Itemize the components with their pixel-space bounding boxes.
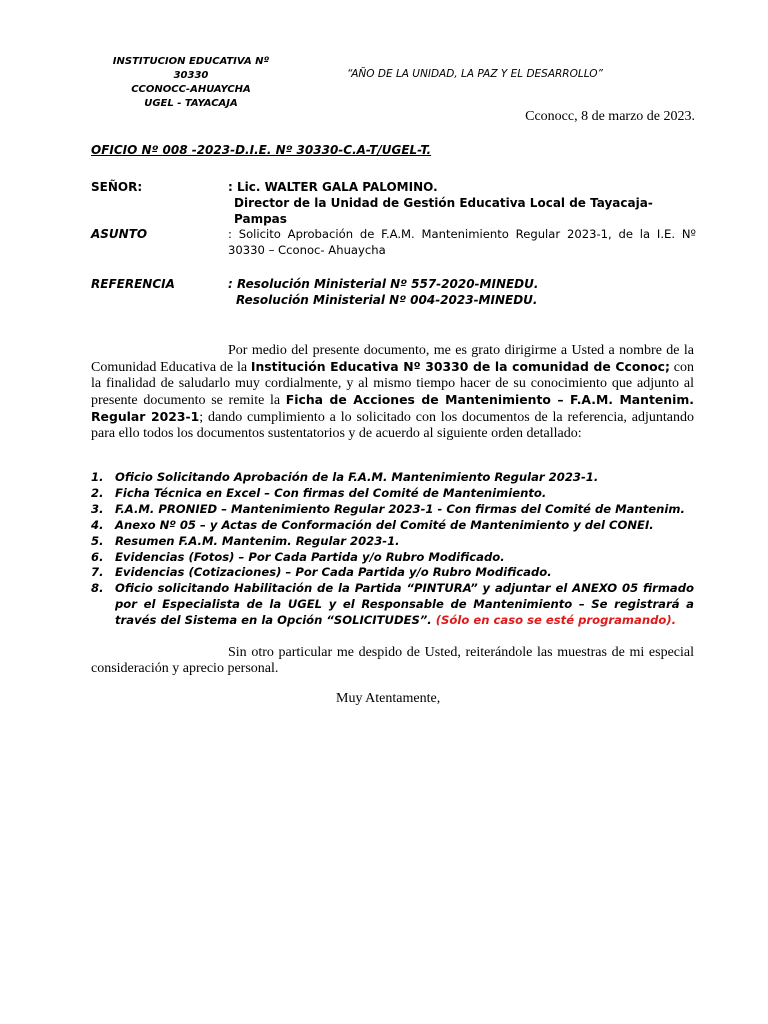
list-number: 3. [91,501,104,516]
list-item [91,565,694,581]
institution-line: INSTITUCION EDUCATIVA Nº [112,56,270,67]
recipient-name: : Lic. WALTER GALA PALOMINO. [228,180,438,194]
body-text: ; dando cumplimiento a lo solicitado con los documentos de la referencia, adjuntando para ello todos los documentos sustentatorios y de acuerdo al siguiente orden detallado: [91,410,694,441]
list-number: 7. [91,565,104,580]
list-item [91,486,694,502]
institution-line: 30330 [173,70,209,81]
institution-line: CCONOCC-AHUAYCHA [131,84,251,95]
referencia-line: : Resolución Ministerial Nº 557-2020-MINEDU. [228,277,539,291]
oficio-number: OFICIO Nº 008 -2023-D.I.E. Nº 30330-C.A-T/UGEL-T. [91,143,432,157]
sign-off: Muy Atentamente, [336,691,441,706]
referencia-line: Resolución Ministerial Nº 004-2023-MINEDU. [236,293,538,307]
list-item [91,470,694,486]
closing-paragraph: Sin otro particular me despido de Usted, reiterándole las muestras de mi especial consideración y aprecio personal. [91,645,694,676]
list-item [91,550,694,566]
asunto-label: ASUNTO [91,227,148,241]
attachments-list [91,470,694,629]
list-number: 5. [91,533,104,548]
list-number: 6. [91,549,104,564]
body-text-bold: Institución Educativa Nº 30330 de la comunidad de Cconoc; [250,359,670,374]
list-item [91,518,694,534]
senor-label: SEÑOR: [91,180,143,194]
list-note-red: (Sólo en caso se esté programando). [435,613,677,628]
body-paragraph [91,343,694,442]
asunto-text: : Solicito Aprobación de F.A.M. Mantenimiento Regular 2023-1, de la I.E. Nº 30330 – Cconoc- Ahuaycha [228,227,696,257]
list-item [91,581,694,629]
list-number: 4. [91,517,104,532]
list-text: Oficio Solicitando Aprobación de la F.A.M. Mantenimiento Regular 2023-1. [115,470,599,484]
list-text: Ficha Técnica en Excel – Con firmas del Comité de Mantenimiento. [115,485,547,500]
referencia-block [228,276,696,308]
list-text: Evidencias (Cotizaciones) – Por Cada Partida y/o Rubro Modificado. [115,565,552,580]
recipient-block [228,179,696,227]
place-date: Cconocc, 8 de marzo de 2023. [525,109,695,124]
institution-header [100,55,282,111]
year-motto: “AÑO DE LA UNIDAD, LA PAZ Y EL DESARROLLO” [347,68,603,80]
list-text: Resumen F.A.M. Mantenim. Regular 2023-1. [115,533,400,548]
list-text: Anexo Nº 05 – y Actas de Conformación del Comité de Mantenimiento y del CONEI. [115,517,654,532]
list-item [91,534,694,550]
institution-line: UGEL - TAYACAJA [144,98,238,109]
list-text: Oficio solicitando Habilitación de la Partida “PINTURA” y adjuntar el ANEXO 05 firmado por el Especialista de la UGEL y el Responsable de Mantenimiento – Se registrará a través del Sistema en la Opción “SOLICITUDES”. [115,581,694,628]
list-text: Evidencias (Fotos) – Por Cada Partida y/o Rubro Modificado. [115,549,505,564]
list-number: 2. [91,485,104,500]
list-text: F.A.M. PRONIED – Mantenimiento Regular 2023-1 - Con firmas del Comité de Mantenim. [115,501,685,516]
list-number: 8. [91,581,104,596]
referencia-label: REFERENCIA [91,277,175,291]
list-number: 1. [91,470,104,484]
body-text: Por medio del presente documento, me es grato dirigirme a Usted a nombre de la Comunidad Educativa de la [91,343,694,375]
list-item [91,502,694,518]
body-text-bold: Ficha de Acciones de Mantenimiento – F.A.M. Mantenim. Regular 2023-1 [91,392,694,424]
recipient-title: Director de la Unidad de Gestión Educativa Local de Tayacaja-Pampas [234,196,653,226]
body-text: con la finalidad de saludarlo muy cordialmente, y al mismo tiempo hacer de su conocimiento que adjunto al presente documento se remite la [91,360,694,408]
